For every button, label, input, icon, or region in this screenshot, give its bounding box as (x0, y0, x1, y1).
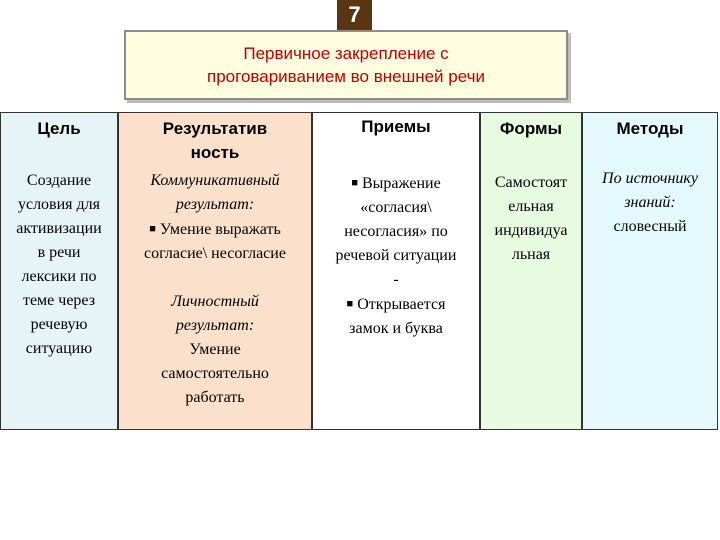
goal-column (0, 112, 118, 430)
technique-item-cont: замок и буква (349, 320, 443, 337)
goal-line: теме через (22, 292, 96, 309)
goal-line: речевую (30, 316, 88, 333)
forms-header: Формы (499, 119, 563, 138)
methods-source-line2: знаний: (624, 194, 676, 211)
slide-title-box (124, 30, 568, 100)
results-header (119, 117, 311, 165)
techniques-column (312, 112, 480, 430)
techniques-header: Приемы (361, 117, 431, 136)
personal-result-title: Личностный (171, 293, 259, 310)
forms-text (481, 171, 581, 267)
methods-source-line1: По источнику (602, 170, 698, 187)
square-bullet-icon: ■ (351, 177, 358, 189)
forms-line: ельная (508, 198, 554, 215)
goal-line: Создание (26, 172, 92, 189)
personal-result-text: работать (185, 389, 245, 406)
technique-item-text: Выражение (361, 175, 441, 192)
communicative-result-subtitle: результат: (175, 196, 255, 213)
goal-header: Цель (37, 119, 81, 138)
goal-text (1, 169, 117, 361)
goal-line: в речи (37, 244, 81, 261)
goal-line: условия для (17, 196, 101, 213)
technique-item-cont: речевой ситуации (335, 247, 457, 264)
communicative-item-text: Умение выражать (159, 221, 281, 238)
slide-number-badge: 7 (337, 0, 372, 30)
communicative-result-title: Коммуникативный (150, 172, 280, 189)
results-header-line2: ность (190, 143, 240, 162)
slide-title-line1: Первичное закрепление с (243, 44, 449, 63)
slide-title-line2: проговариванием во внешней речи (207, 67, 485, 86)
goal-line: ситуацию (25, 340, 93, 357)
methods-value: словесный (613, 218, 687, 235)
communicative-result-item (119, 217, 311, 242)
square-bullet-icon: ■ (346, 298, 354, 310)
technique-item-cont: несогласия» по (344, 223, 448, 240)
square-bullet-icon: ■ (149, 223, 156, 235)
goal-line: активизации (16, 220, 102, 237)
forms-column (480, 112, 582, 430)
forms-line: Самостоят (494, 174, 568, 191)
methods-column (582, 112, 718, 430)
techniques-text (313, 171, 479, 341)
technique-item-cont: «согласия\ (360, 199, 432, 216)
results-header-line1: Результатив (162, 119, 268, 138)
goal-line: лексики по (21, 268, 97, 285)
results-column (118, 112, 312, 430)
personal-result-subtitle: результат: (175, 317, 255, 334)
forms-line: льная (511, 246, 551, 263)
technique-item-text: Открывается (357, 296, 446, 313)
technique-item (313, 292, 479, 317)
methods-header: Методы (616, 119, 684, 138)
methods-text (583, 167, 717, 239)
technique-item (313, 171, 479, 196)
personal-result-text: Умение (189, 341, 241, 358)
forms-line: индивидуа (494, 222, 568, 239)
personal-result-text: самостоятельно (161, 365, 269, 382)
results-text (119, 169, 311, 410)
communicative-result-item-cont: согласие\ несогласие (144, 245, 286, 262)
technique-dash: - (393, 271, 399, 288)
